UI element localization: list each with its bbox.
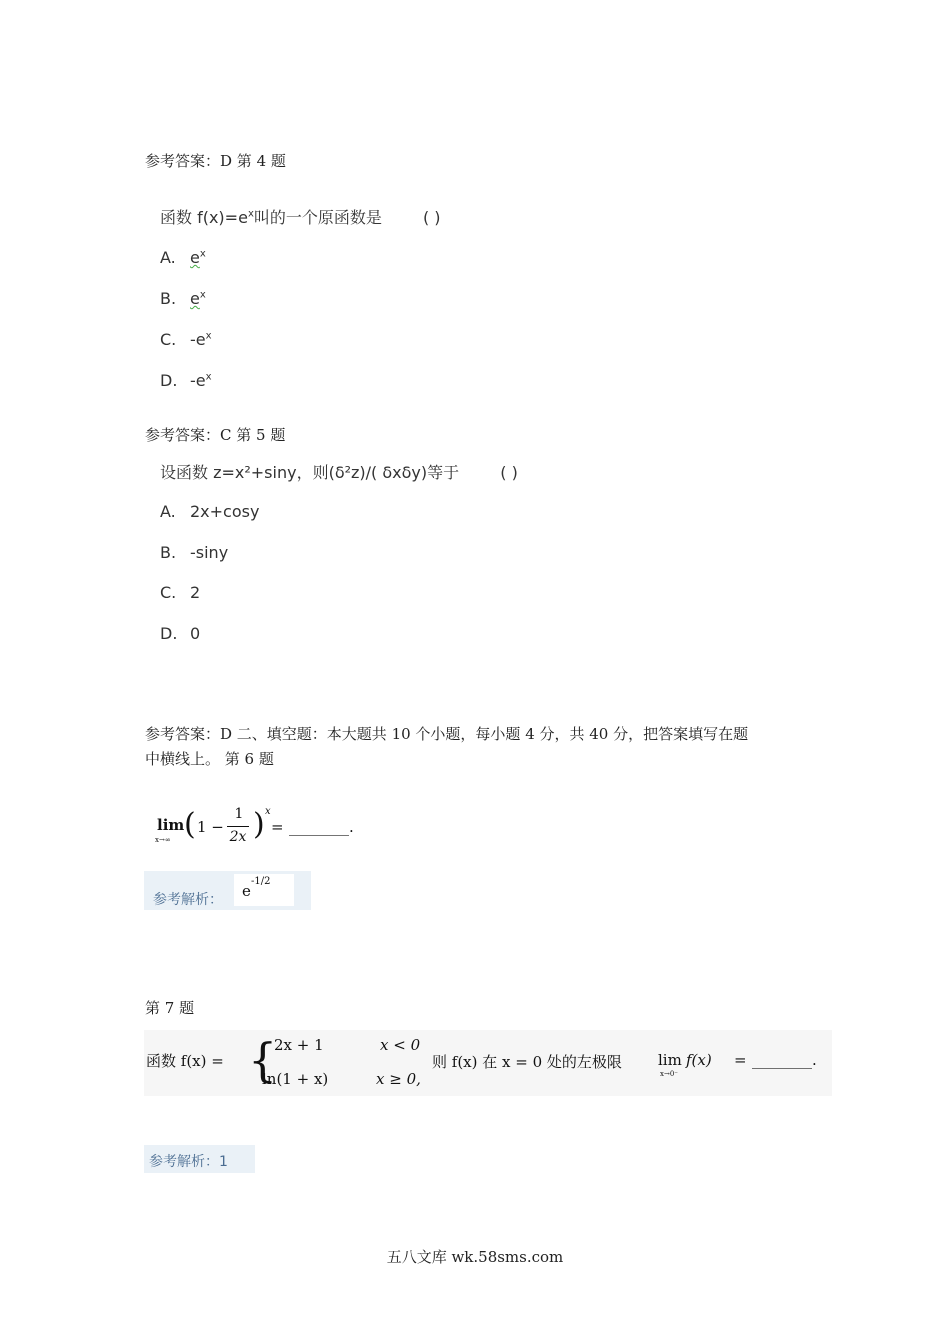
- option-base: -e: [190, 371, 206, 390]
- q4-stem-pre: 函数 f(x)=e: [160, 208, 248, 227]
- q4-answer-header: 参考答案：D 第 4 题: [145, 152, 286, 170]
- option-label: A.: [160, 248, 176, 267]
- q6-formula: [155, 806, 385, 856]
- q7-case1-expr: 2x + 1: [274, 1036, 324, 1054]
- q6-analysis-base: e: [242, 882, 251, 900]
- q7-lim: lim: [658, 1051, 682, 1069]
- q6-lim: lim: [157, 816, 185, 834]
- q7-lim-fx: f(x): [686, 1051, 712, 1069]
- option-label: B.: [160, 289, 177, 308]
- q5-option-a: [160, 502, 259, 521]
- q6-analysis-label: 参考解析：: [153, 892, 223, 908]
- option-label: C.: [160, 583, 177, 602]
- q6-analysis-sup: -1/2: [251, 876, 271, 887]
- q5-stem-text: 设函数 z=x²+siny，则(δ²z)/( δxδy)等于: [160, 463, 460, 482]
- q7-equals: =: [734, 1051, 747, 1069]
- option-label: B.: [160, 543, 177, 562]
- q7-analysis-text: 参考解析：1: [149, 1154, 228, 1170]
- q6-lim-sub: x→∞: [155, 836, 171, 844]
- q7-analysis-box: [144, 1145, 255, 1173]
- q7-formula: [144, 1030, 832, 1096]
- option-text: -siny: [190, 543, 229, 562]
- option-label: D.: [160, 624, 178, 643]
- q7-blank: ________.: [752, 1051, 817, 1069]
- option-base: -e: [190, 330, 206, 349]
- q4-option-b: [160, 289, 206, 308]
- q5-option-d: [160, 624, 200, 643]
- q7-brace: {: [248, 1033, 278, 1087]
- q6-equals: =: [271, 818, 284, 836]
- q7-case2-expr: ln(1 + x): [262, 1070, 329, 1088]
- q4-option-c: [160, 330, 212, 349]
- q7-prefix: 函数 f(x) =: [146, 1052, 224, 1070]
- q5-stem: [160, 460, 518, 483]
- q6-open-paren: (: [184, 807, 196, 842]
- q5-paren: ( ): [500, 463, 518, 482]
- option-text: 0: [190, 624, 201, 643]
- q4-stem-sup: x: [247, 208, 254, 220]
- option-label: C.: [160, 330, 177, 349]
- q6-frac-den: 2x: [229, 829, 247, 845]
- q5-option-b: [160, 543, 228, 562]
- q6-frac-bar: [227, 826, 249, 827]
- q6-close-paren: ): [253, 807, 265, 842]
- section2-line2: 中横线上。 第 6 题: [145, 750, 274, 768]
- q7-lim-sub: x→0⁻: [660, 1070, 678, 1078]
- option-text: 2: [190, 583, 201, 602]
- option-sup: x: [205, 330, 212, 342]
- q6-exp: x: [265, 806, 271, 817]
- q4-option-d: [160, 371, 212, 390]
- option-label: A.: [160, 502, 176, 521]
- q4-stem-post: 叫的一个原函数是: [253, 208, 382, 227]
- q7-case2-cond: x ≥ 0,: [376, 1070, 421, 1088]
- q6-analysis-answer: [234, 874, 294, 906]
- q4-paren: ( ): [422, 208, 441, 227]
- option-text: 2x+cosy: [190, 502, 260, 521]
- option-sup: x: [199, 248, 206, 260]
- footer-watermark: 五八文库 wk.58sms.com: [386, 1248, 564, 1266]
- option-label: D.: [160, 371, 178, 390]
- section2-line1: 参考答案：D 二、填空题：本大题共 10 个小题，每小题 4 分，共 40 分，把答案填写在题: [145, 725, 749, 743]
- q6-one-minus: 1 −: [197, 818, 224, 836]
- q6-frac-num: 1: [234, 806, 244, 822]
- q5-answer-header: 参考答案：C 第 5 题: [145, 426, 286, 444]
- q6-analysis-box: [144, 871, 311, 910]
- option-sup: x: [205, 371, 212, 383]
- option-sup: x: [199, 289, 206, 301]
- q7-then-text: 则 f(x) 在 x = 0 处的左极限: [432, 1053, 622, 1071]
- q5-option-c: [160, 583, 200, 602]
- q4-option-a: [160, 248, 206, 267]
- option-base: e: [190, 248, 200, 267]
- q7-title: 第 7 题: [145, 999, 195, 1017]
- q7-case1-cond: x < 0: [380, 1036, 421, 1054]
- option-base: e: [190, 289, 200, 308]
- q6-blank: ________.: [289, 818, 354, 836]
- q4-stem: [160, 205, 441, 228]
